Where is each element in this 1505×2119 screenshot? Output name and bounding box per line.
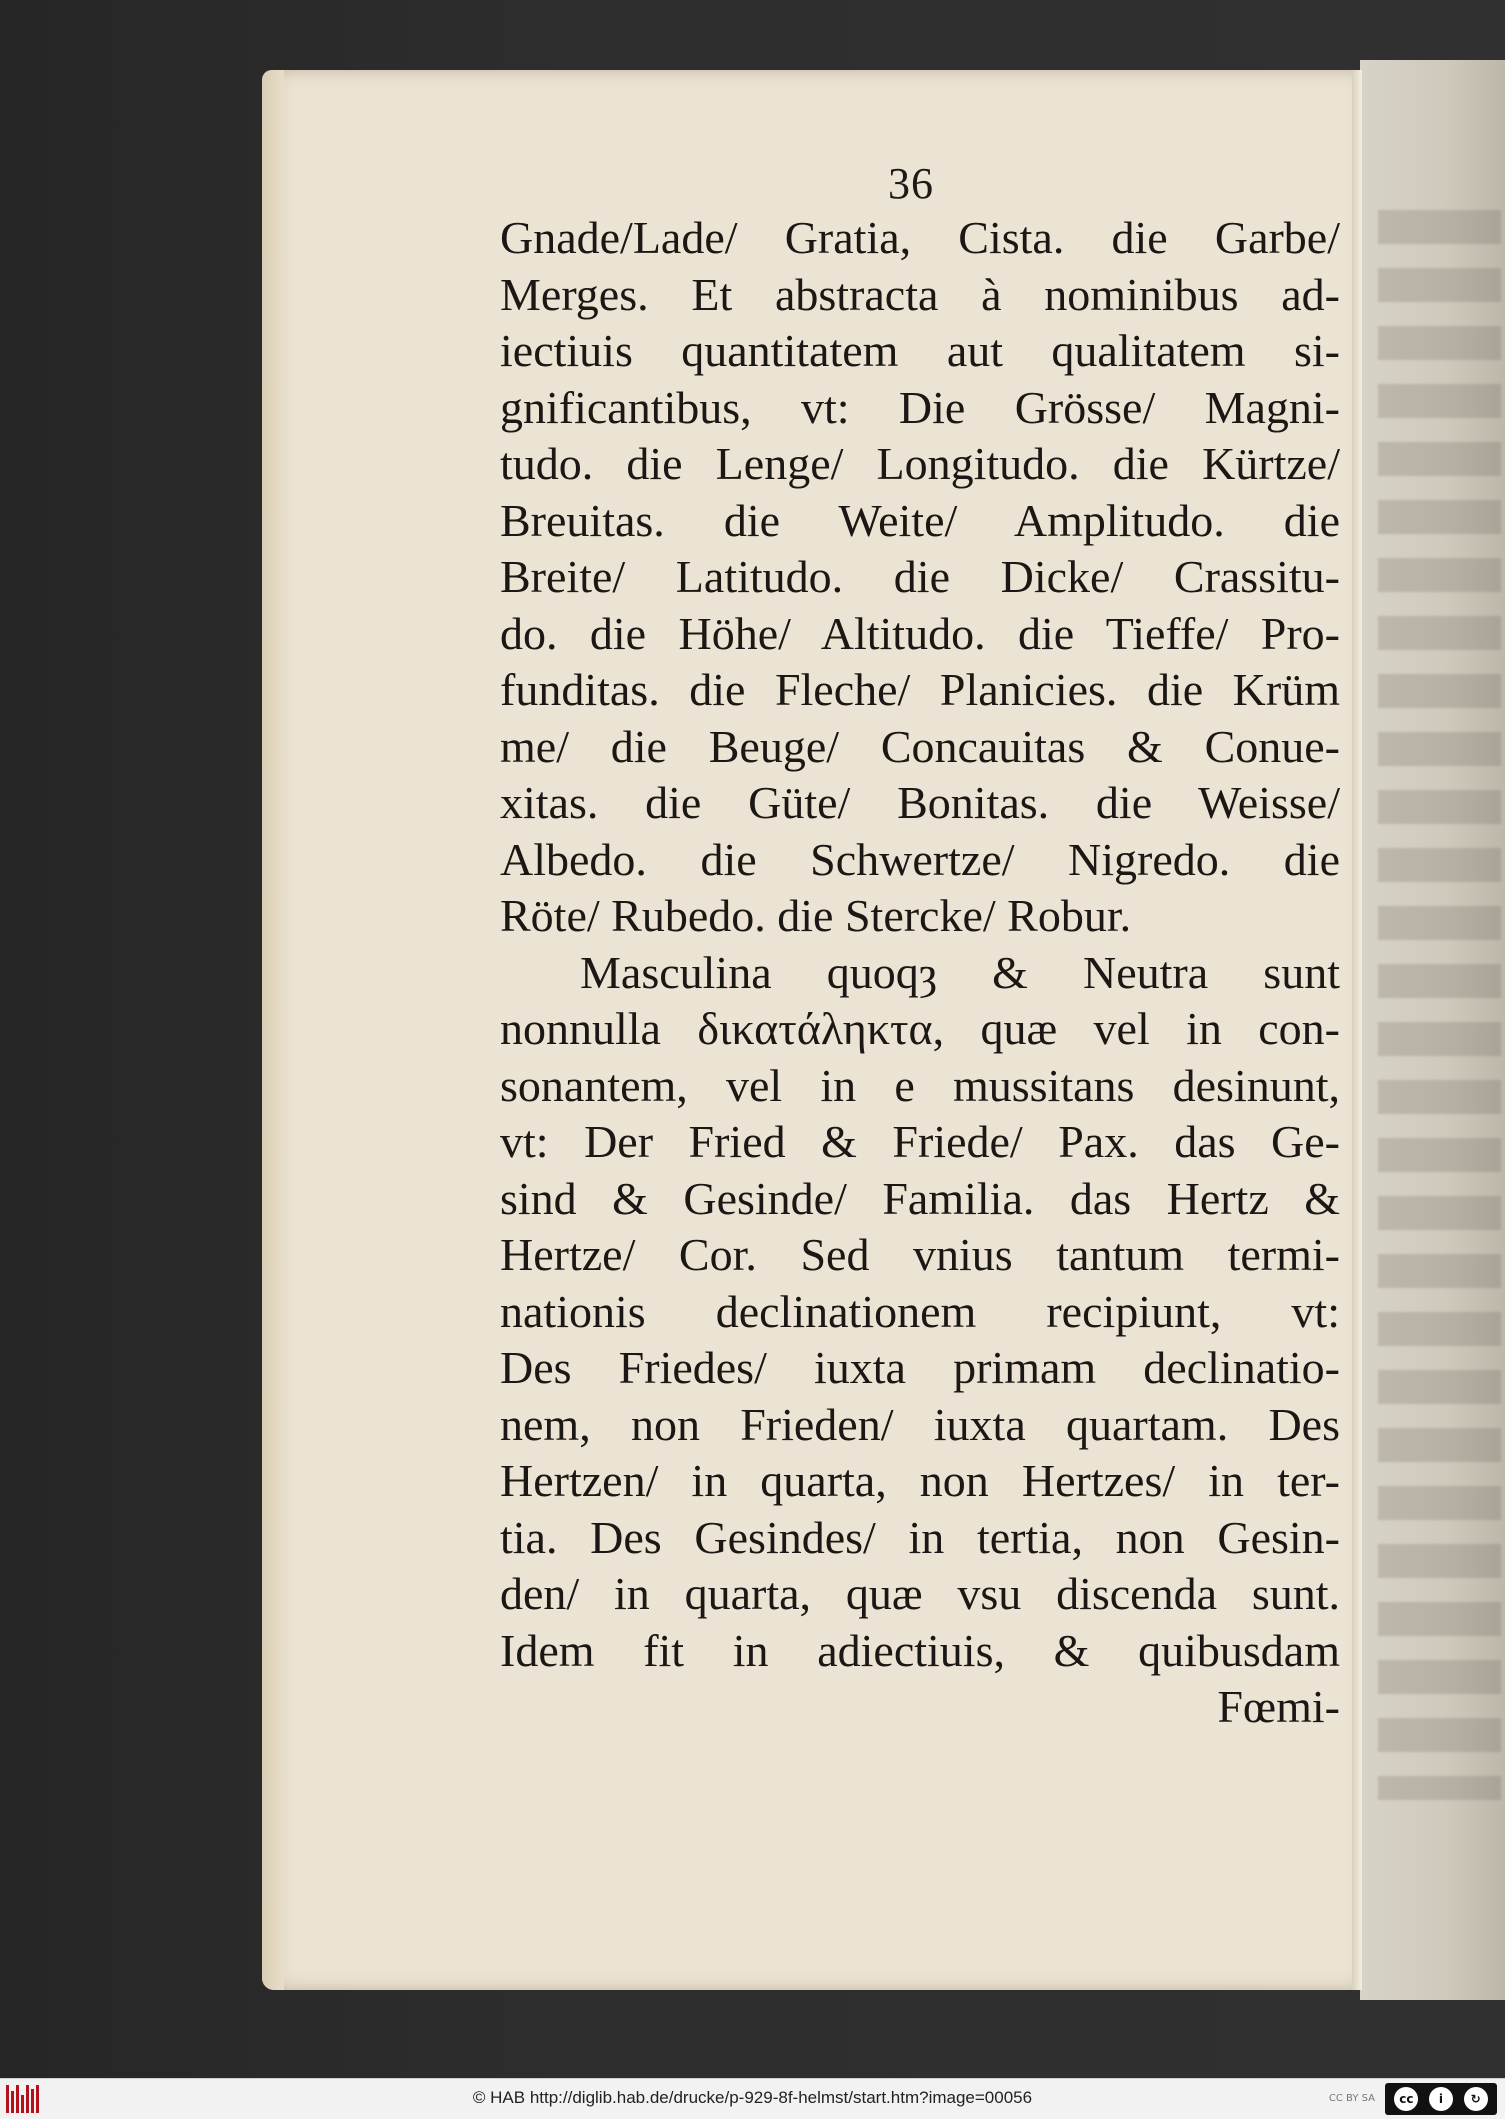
viewer-footer <box>0 2078 1505 2119</box>
text-line: tia. Des Gesindes/ in tertia, non Gesin- <box>500 1511 1340 1563</box>
text-line: Breite/ Latitudo. die Dicke/ Crassitu- <box>500 551 1340 602</box>
text-line: Merges. Et abstracta à nominibus ad- <box>500 268 1340 320</box>
text-line: sonantem, vel in e mussitans desinunt, <box>500 1059 1340 1111</box>
by-icon: i <box>1429 2087 1453 2111</box>
text-line: nem, non Frieden/ iuxta quartam. Des <box>500 1398 1340 1450</box>
text-line: nonnulla δικατάληκτα, quæ vel in con- <box>500 1003 1340 1054</box>
page-number: 36 <box>888 159 934 208</box>
text-line: funditas. die Fleche/ Planicies. die Krüm <box>500 664 1340 715</box>
text-line: tudo. die Lenge/ Longitudo. die Kürtze/ <box>500 438 1340 489</box>
cc-license-badge[interactable] <box>1385 2083 1497 2115</box>
footer-source-link[interactable]: © HAB http://diglib.hab.de/drucke/p-929-8f-helmst/start.htm?image=00056 <box>472 2088 1033 2107</box>
cc-icon: cc <box>1394 2087 1418 2111</box>
text-line: Röte/ Rubedo. die Stercke/ Robur. <box>500 890 1132 941</box>
text-line: do. die Höhe/ Altitudo. die Tieffe/ Pro- <box>500 607 1340 659</box>
next-page-edge <box>1360 60 1505 2000</box>
sa-icon: ↻ <box>1464 2087 1488 2111</box>
page-gutter <box>1352 70 1362 1990</box>
text-line: Gnade/Lade/ Gratia, Cista. die Garbe/ <box>500 212 1340 263</box>
text-line: Breuitas. die Weite/ Amplitudo. die <box>500 494 1340 546</box>
catchword: Fœmi- <box>1217 1681 1340 1732</box>
license-label: CC BY SA <box>1328 2093 1375 2104</box>
text-line: nationis declinationem recipiunt, vt: <box>500 1285 1340 1337</box>
text-line: gnificantibus, vt: Die Grösse/ Magni- <box>500 381 1340 433</box>
text-line: me/ die Beuge/ Concauitas & Conue- <box>500 720 1340 772</box>
text-line: Hertzen/ in quarta, non Hertzes/ in ter- <box>500 1455 1340 1506</box>
page-text <box>500 210 1340 1736</box>
text-line: Albedo. die Schwertze/ Nigredo. die <box>500 833 1340 885</box>
text-line: vt: Der Fried & Friede/ Pax. das Ge- <box>500 1116 1340 1167</box>
text-line: sind & Gesinde/ Familia. das Hertz & <box>500 1172 1340 1224</box>
text-line: iectiuis quantitatem aut qualitatem si- <box>500 325 1340 376</box>
text-line: xitas. die Güte/ Bonitas. die Weisse/ <box>500 777 1340 828</box>
text-line: Des Friedes/ iuxta primam declinatio- <box>500 1342 1340 1393</box>
bleed-through-text <box>1378 210 1501 1800</box>
text-line: den/ in quarta, quæ vsu discenda sunt. <box>500 1568 1340 1619</box>
text-line: Hertze/ Cor. Sed vnius tantum termi- <box>500 1229 1340 1280</box>
text-line: Idem fit in adiectiuis, & quibusdam <box>500 1624 1340 1676</box>
text-line: Masculina quoqȝ & Neutra sunt <box>580 946 1340 998</box>
